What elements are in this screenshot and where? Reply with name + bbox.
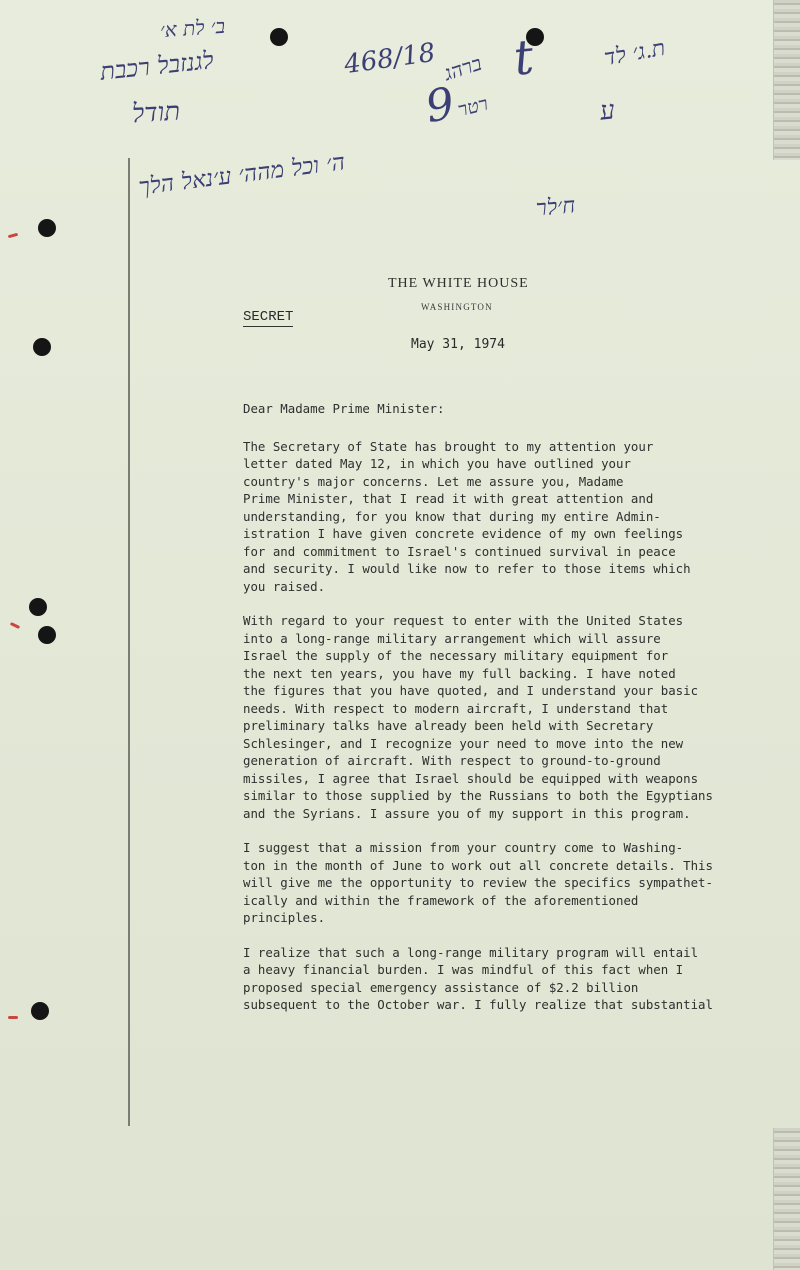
text-line: istration I have given concrete evidence of my own feelings xyxy=(243,526,684,541)
text-line: Israel the supply of the necessary military equipment for xyxy=(243,648,669,663)
letter-body xyxy=(243,400,763,1031)
classification-mark: SECRET xyxy=(243,309,294,325)
handwritten-side-note: ת.ג׳ לד xyxy=(602,35,668,72)
handwritten-line-1: ב׳ לת א׳ xyxy=(159,13,226,43)
text-line: the figures that you have quoted, and I understand your basic xyxy=(243,683,699,698)
text-line: I suggest that a mission from your country come to Washing- xyxy=(243,840,684,855)
text-line: you raised. xyxy=(243,578,326,594)
text-line: preliminary talks have already been held with Secretary xyxy=(243,718,654,733)
punch-hole xyxy=(38,219,56,237)
text-line: missiles, I agree that Israel should be equipped with weapons xyxy=(243,770,699,786)
text-line: ically and within the framework of the aforementioned xyxy=(243,892,639,908)
handwritten-check: t xyxy=(511,29,537,87)
handwritten-line-4: ה׳ וכל מהה׳ ע׳נאל הלך xyxy=(137,149,347,201)
handwritten-line-3: תודל xyxy=(131,96,181,130)
text-line: needs. With respect to modern aircraft, I understand that xyxy=(243,700,669,716)
red-mark xyxy=(8,233,18,238)
text-line: The Secretary of State has brought to my attention your xyxy=(243,438,654,454)
text-line: ton in the month of June to work out all concrete details. This xyxy=(243,857,713,873)
handwritten-side-note-2: ע xyxy=(598,95,617,127)
text-line: generation of aircraft. With respect to ground-to-ground xyxy=(243,753,661,768)
paper-edge-top xyxy=(773,0,800,160)
letter-date: May 31, 1974 xyxy=(411,337,505,352)
text-line: proposed special emergency assistance of $2.2 billion xyxy=(243,979,639,995)
paragraph xyxy=(243,438,763,596)
handwritten-line-5: ח׳לר xyxy=(535,193,577,222)
handwritten-note-b: רטר xyxy=(455,92,491,122)
margin-rule xyxy=(128,158,130,1126)
punch-hole xyxy=(270,28,288,46)
handwritten-note-a: ברהג xyxy=(441,50,485,86)
punch-hole xyxy=(31,1002,49,1020)
paragraphs xyxy=(243,438,763,1014)
text-line: the next ten years, you have my full backing. I have noted xyxy=(243,665,676,681)
text-line: country's major concerns. Let me assure you, Madame xyxy=(243,473,624,489)
text-line: letter dated May 12, in which you have outlined your xyxy=(243,456,631,471)
letterhead-location: WASHINGTON xyxy=(421,302,493,312)
text-line: and the Syrians. I assure you of my support in this program. xyxy=(243,805,691,821)
text-line: subsequent to the October war. I fully realize that substantial xyxy=(243,997,713,1012)
handwritten-ref-number: 468/18 xyxy=(342,37,438,81)
handwritten-line-2: לגנזבל רכבת xyxy=(98,46,215,86)
text-line: and security. I would like now to refer to those items which xyxy=(243,561,691,576)
text-line: similar to those supplied by the Russians to both the Egyptians xyxy=(243,788,713,803)
handwritten-number: 9 xyxy=(421,77,459,134)
paragraph xyxy=(243,612,763,822)
paragraph xyxy=(243,839,763,927)
text-line: Prime Minister, that I read it with great attention and xyxy=(243,491,654,506)
punch-hole xyxy=(38,626,56,644)
letterhead-title: THE WHITE HOUSE xyxy=(388,276,529,291)
red-mark xyxy=(10,622,20,629)
salutation: Dear Madame Prime Minister: xyxy=(243,401,445,416)
text-line: a heavy financial burden. I was mindful of this fact when I xyxy=(243,962,684,977)
paragraph xyxy=(243,944,763,1014)
text-line: principles. xyxy=(243,910,326,925)
punch-hole xyxy=(29,598,47,616)
text-line: I realize that such a long-range military program will entail xyxy=(243,944,699,960)
red-mark xyxy=(8,1016,18,1019)
text-line: With regard to your request to enter with the United States xyxy=(243,613,684,628)
paper-edge-bottom xyxy=(773,1128,800,1270)
text-line: for and commitment to Israel's continued survival in peace xyxy=(243,543,676,559)
punch-hole xyxy=(33,338,51,356)
text-line: will give me the opportunity to review the specifics sympathet- xyxy=(243,875,713,890)
text-line: into a long-range military arrangement which will assure xyxy=(243,630,661,646)
text-line: Schlesinger, and I recognize your need to move into the new xyxy=(243,735,684,751)
text-line: understanding, for you know that during my entire Admin- xyxy=(243,508,661,524)
